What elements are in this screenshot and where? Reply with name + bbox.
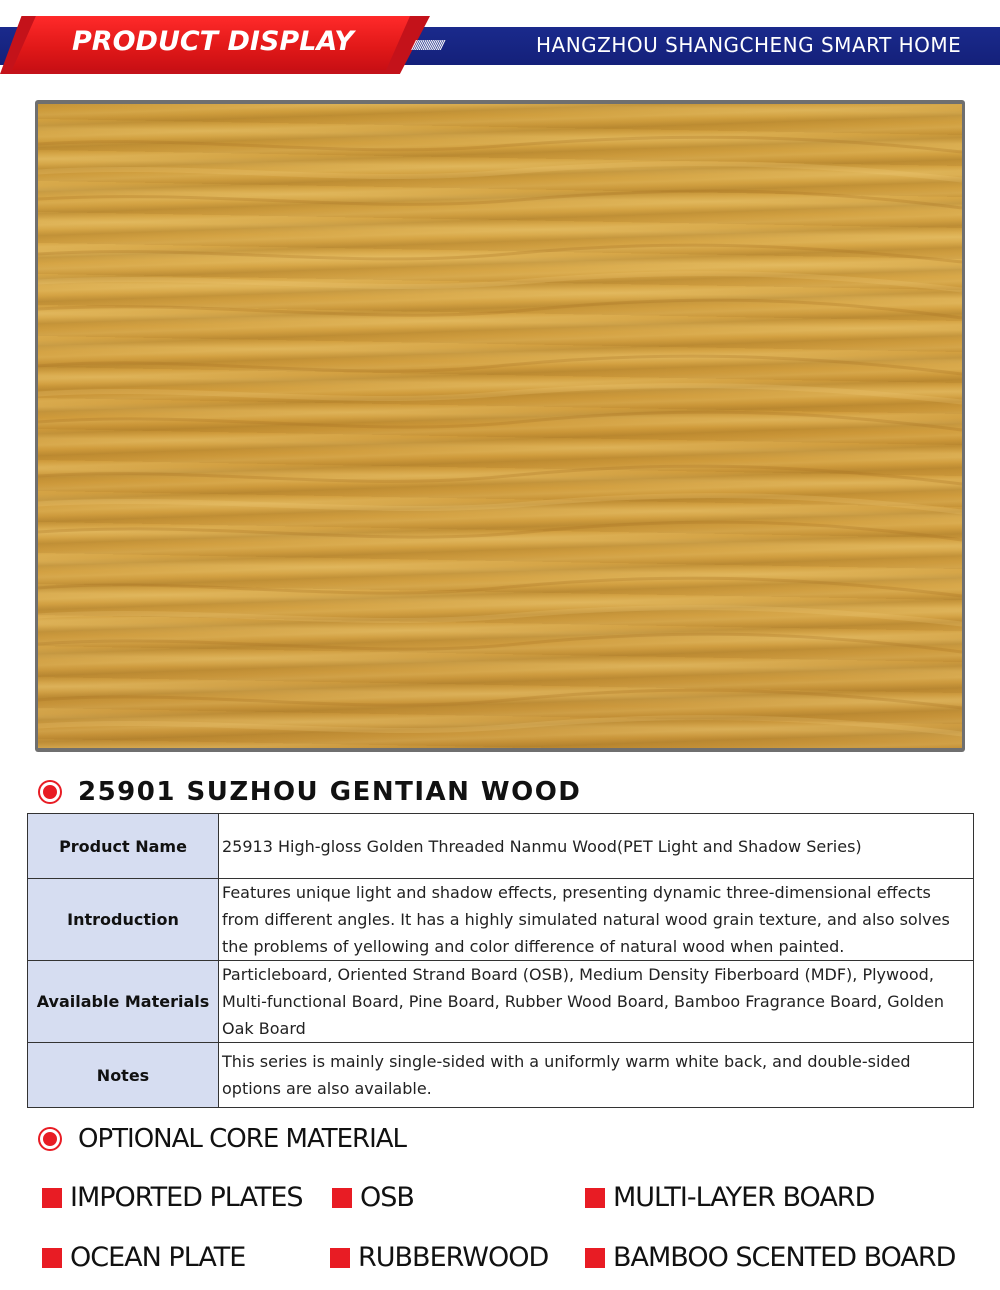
product-title: 25901 SUZHOU GENTIAN WOOD (78, 777, 582, 807)
wood-grain-swatch-image (38, 104, 962, 748)
product-spec-table (27, 813, 974, 1108)
row-value: Features unique light and shadow effects, presenting dynamic three-dimensional effects from different angles. It has a highly simulated natural wood grain texture, and also solves the problems of yellowing and color difference of natural wood when painted. (219, 879, 974, 961)
row-label: Notes (28, 1043, 219, 1108)
core-item-label: IMPORTED PLATES (70, 1182, 303, 1213)
table-row (28, 1043, 974, 1108)
table-row (28, 879, 974, 961)
core-item (330, 1242, 548, 1273)
core-item-label: OCEAN PLATE (70, 1242, 246, 1273)
product-heading (40, 777, 581, 807)
core-item-label: OSB (360, 1182, 414, 1213)
table-row (28, 814, 974, 879)
row-label: Introduction (28, 879, 219, 961)
core-item (332, 1182, 414, 1213)
core-item (585, 1242, 955, 1273)
header-decoration-slashes: //////////////// (412, 37, 443, 53)
red-square-bullet-icon (330, 1248, 350, 1268)
core-item-label: MULTI-LAYER BOARD (613, 1182, 875, 1213)
red-square-bullet-icon (585, 1248, 605, 1268)
red-square-bullet-icon (42, 1188, 62, 1208)
row-value: Particleboard, Oriented Strand Board (OSB), Medium Density Fiberboard (MDF), Plywood, Multi-functional Board, Pine Board, Rubber Wood Board, Bamboo Fragrance Board, Golden Oak Board (219, 961, 974, 1043)
company-name: HANGZHOU SHANGCHENG SMART HOME (536, 33, 962, 57)
table-row (28, 961, 974, 1043)
core-item (42, 1242, 245, 1273)
core-item-label: RUBBERWOOD (358, 1242, 549, 1273)
row-label: Available Materials (28, 961, 219, 1043)
row-value: This series is mainly single-sided with a uniformly warm white back, and double-sided options are also available. (219, 1043, 974, 1108)
red-square-bullet-icon (42, 1248, 62, 1268)
wood-grain-texture (38, 104, 962, 748)
core-material-title: OPTIONAL CORE MATERIAL (78, 1124, 407, 1154)
page-header (0, 0, 1000, 80)
header-title: PRODUCT DISPLAY (72, 26, 354, 57)
red-square-bullet-icon (332, 1188, 352, 1208)
row-value: 25913 High-gloss Golden Threaded Nanmu Wood(PET Light and Shadow Series) (219, 814, 974, 879)
core-material-heading (40, 1124, 406, 1154)
core-item-label: BAMBOO SCENTED BOARD (613, 1242, 956, 1273)
red-circle-bullet-icon (40, 782, 60, 802)
red-square-bullet-icon (585, 1188, 605, 1208)
core-item (42, 1182, 303, 1213)
red-circle-bullet-icon (40, 1129, 60, 1149)
row-label: Product Name (28, 814, 219, 879)
core-item (585, 1182, 874, 1213)
